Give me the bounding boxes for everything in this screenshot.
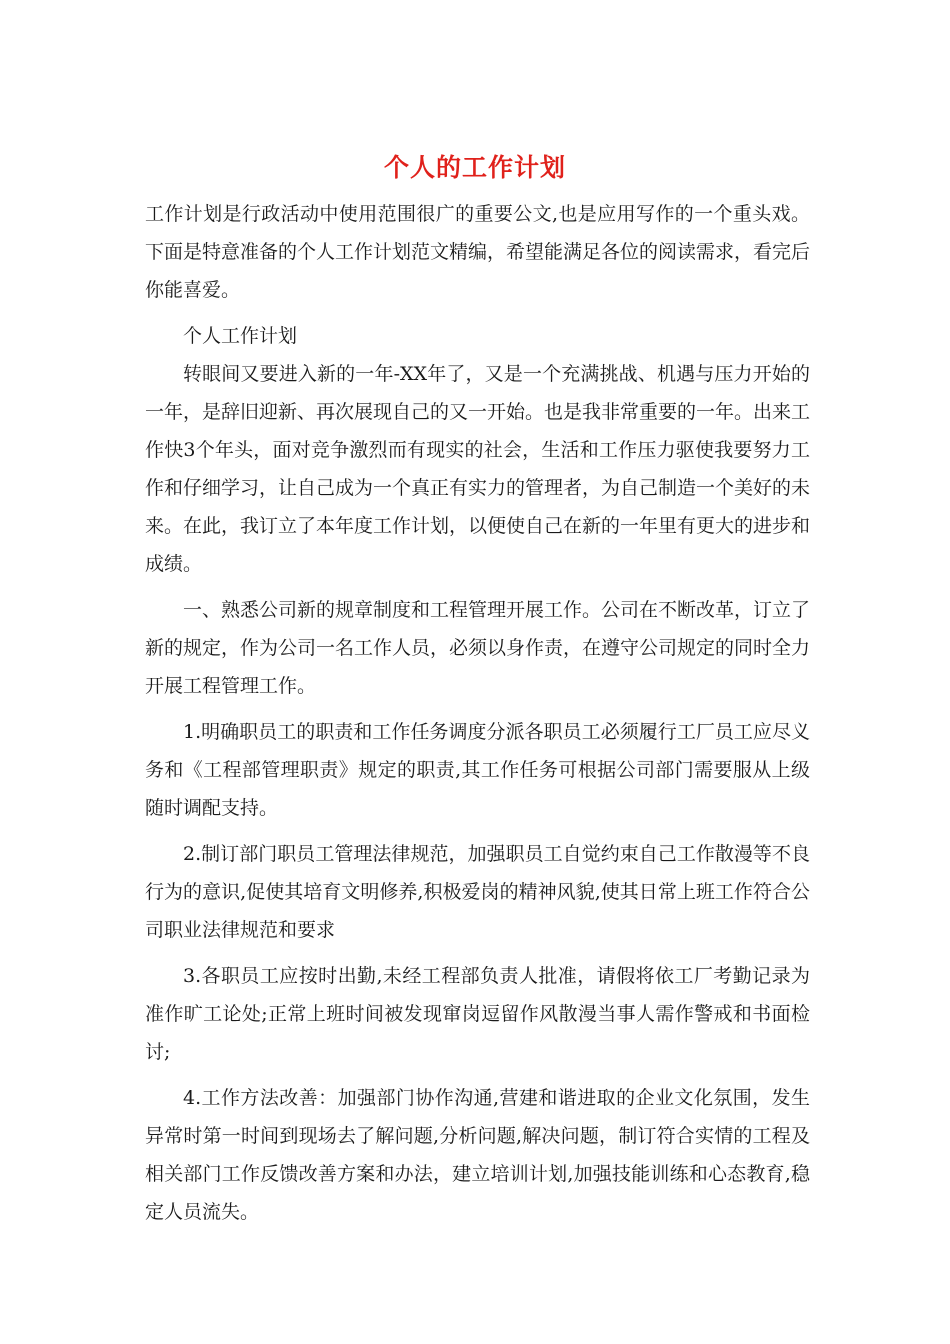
document-title: 个人的工作计划 (383, 153, 566, 182)
list-item-paragraph: 2.制订部门职员工管理法律规范，加强职员工自觉约束自己工作散漫等不良行为的意识,促使其培育文明修养,积极爱岗的精神风貌,使其日常上班工作符合公司职业法律规范和要求 (145, 843, 810, 941)
list-item-paragraph: 3.各职员工应按时出勤,未经工程部负责人批准，请假将依工厂考勤记录为准作旷工论处;正常上班时间被发现窜岗逗留作风散漫当事人需作警戒和书面检讨; (145, 965, 810, 1063)
document-body (145, 195, 810, 1231)
intro-paragraph: 工作计划是行政活动中使用范围很广的重要公文,也是应用写作的一个重头戏。下面是特意准备的个人工作计划范文精编，希望能满足各位的阅读需求，看完后你能喜爱。 (145, 203, 811, 301)
body-paragraph: 转眼间又要进入新的一年-XX年了，又是一个充满挑战、机遇与压力开始的一年，是辞旧迎新、再次展现自己的又一开始。也是我非常重要的一年。出来工作快3个年头，面对竞争激烈而有现实的社会，生活和工作压力驱使我要努力工作和仔细学习，让自己成为一个真正有实力的管理者，为自己制造一个美好的未来。在此，我订立了本年度工作计划，以便使自己在新的一年里有更大的进步和成绩。 (145, 363, 811, 575)
list-item-paragraph: 1.明确职员工的职责和工作任务调度分派各职员工必须履行工厂员工应尽义务和《工程部管理职责》规定的职责,其工作任务可根据公司部门需要服从上级随时调配支持。 (145, 721, 810, 819)
body-paragraph: 一、熟悉公司新的规章制度和工程管理开展工作。公司在不断改革，订立了新的规定，作为公司一名工作人员，必须以身作责，在遵守公司规定的同时全力开展工程管理工作。 (145, 599, 811, 697)
section-heading: 个人工作计划 (183, 325, 298, 347)
list-item-paragraph: 4.工作方法改善：加强部门协作沟通,营建和谐进取的企业文化氛围，发生异常时第一时间到现场去了解问题,分析问题,解决问题，制订符合实情的工程及相关部门工作反馈改善方案和办法，建立培训计划,加强技能训练和心态教育,稳定人员流失。 (145, 1087, 810, 1223)
